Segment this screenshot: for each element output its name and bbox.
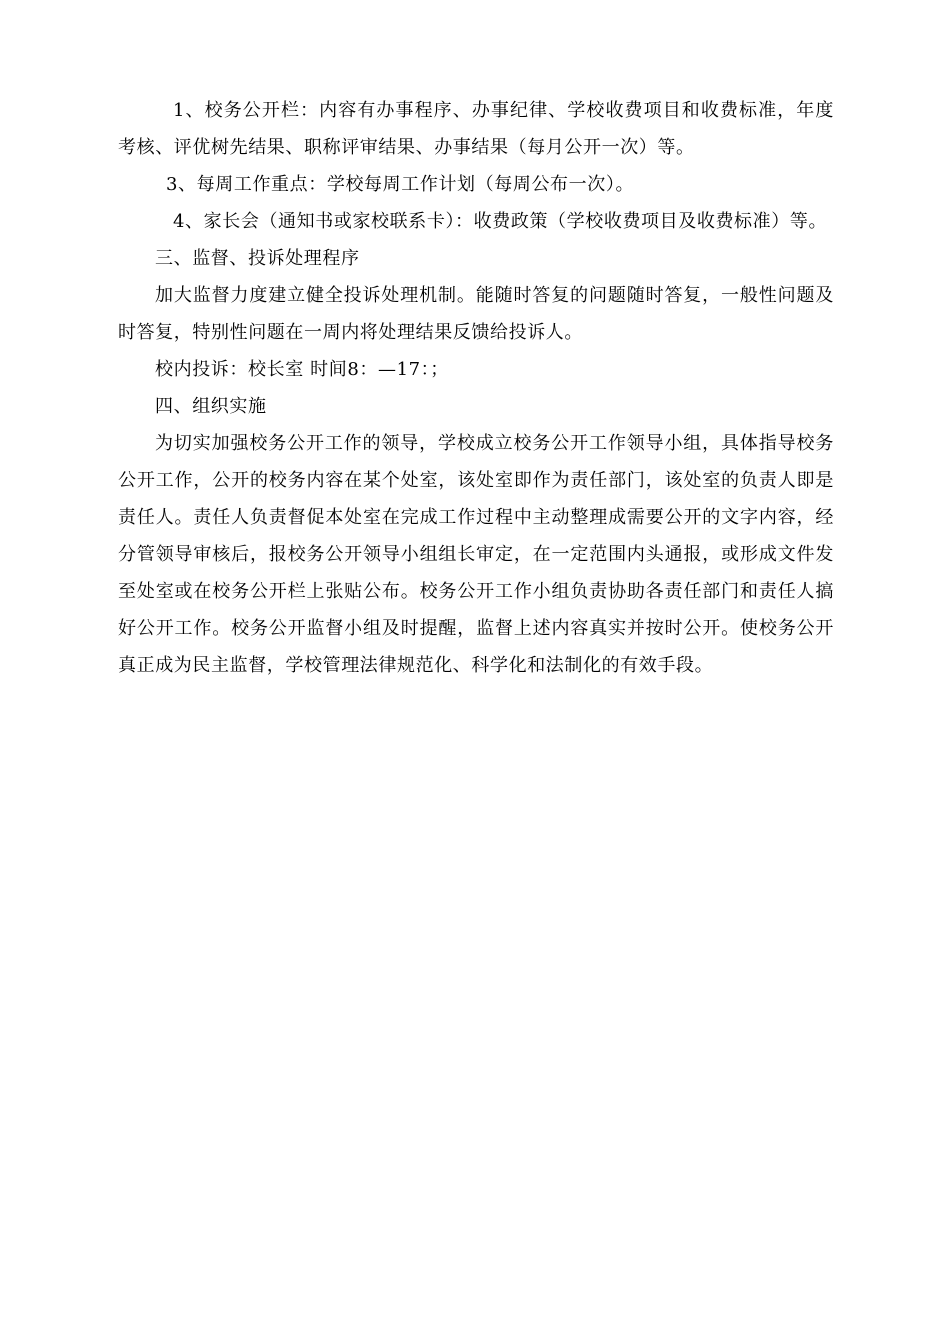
document-body	[118, 92, 834, 684]
supervision-paragraph: 加大监督力度建立健全投诉处理机制。能随时答复的问题随时答复，一般性问题及时答复，特别性问题在一周内将处理结果反馈给投诉人。	[118, 285, 834, 343]
item-4-paragraph: 4、家长会（通知书或家校联系卡）：收费政策（学校收费项目及收费标准）等。	[173, 211, 828, 232]
implementation-paragraph: 为切实加强校务公开工作的领导，学校成立校务公开工作领导小组，具体指导校务公开工作，公开的校务内容在某个处室，该处室即作为责任部门，该处室的负责人即是责任人。责任人负责督促本处室在完成工作过程中主动整理成需要公开的文字内容，经分管领导审核后，报校务公开领导小组组长审定，在一定范围内头通报，或形成文件发至处室或在校务公开栏上张贴公布。校务公开工作小组负责协助各责任部门和责任人搞好公开工作。校务公开监督小组及时提醒，监督上述内容真实并按时公开。使校务公开真正成为民主监督，学校管理法律规范化、科学化和法制化的有效手段。	[118, 433, 834, 676]
section-heading-supervision: 三、监督、投诉处理程序	[155, 248, 360, 269]
section-heading-implementation: 四、组织实施	[155, 396, 267, 417]
item-1-paragraph: 1、校务公开栏：内容有办事程序、办事纪律、学校收费项目和收费标准，年度考核、评优树先结果、职称评审结果、办事结果（每月公开一次）等。	[118, 100, 834, 158]
complaint-contact-line: 校内投诉：校长室 时间8：—17：；	[155, 359, 449, 380]
item-3-paragraph: 3、每周工作重点：学校每周工作计划（每周公布一次）。	[166, 174, 635, 195]
